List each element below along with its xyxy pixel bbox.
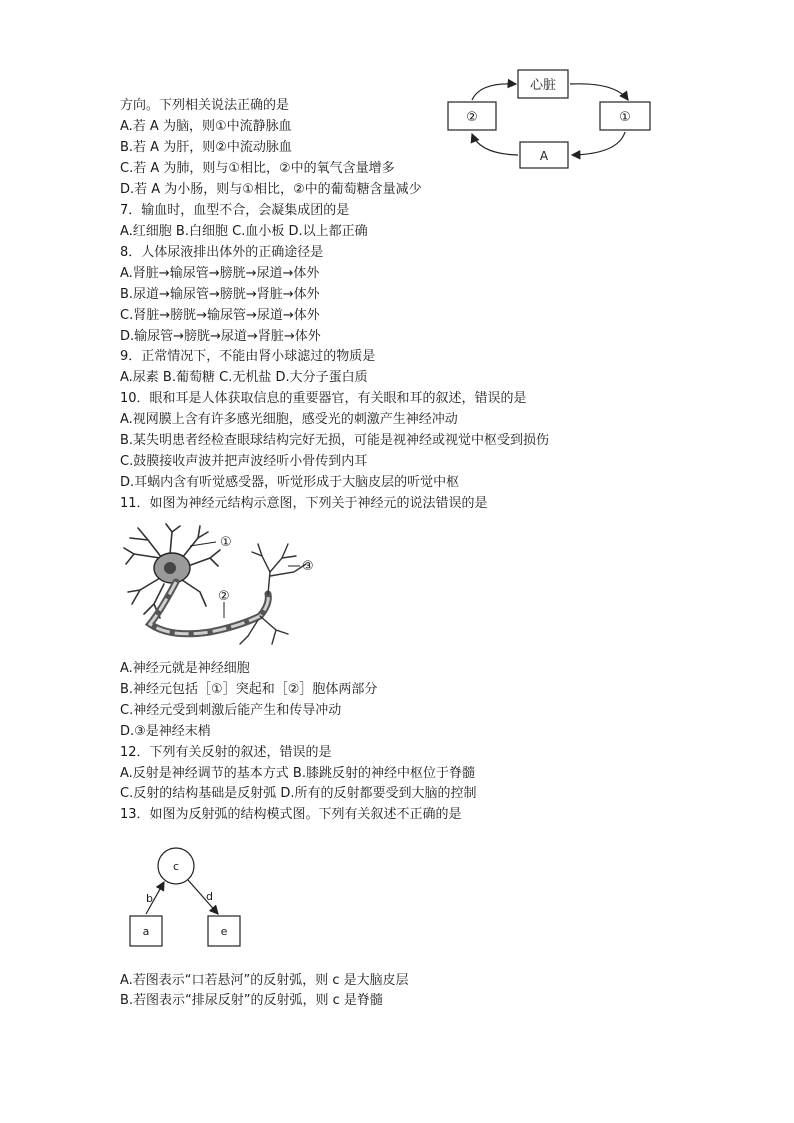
text-line: A.视网膜上含有许多感光细胞，感受光的刺激产生神经冲动 <box>120 412 458 427</box>
axon <box>150 582 268 634</box>
node-2-label: ② <box>466 110 478 125</box>
text-line: D.③是神经末梢 <box>120 724 211 739</box>
node-e-label: e <box>220 925 228 938</box>
question-13: 13．如图为反射弧的结构模式图。下列有关叙述不正确的是 <box>120 807 462 822</box>
text-line: B.某失明患者经检查眼球结构完好无损，可能是视神经或视觉中枢受到损伤 <box>120 433 550 448</box>
node-a-label: a <box>142 925 150 938</box>
edge-label-d: d <box>206 890 213 903</box>
text-line: D.耳蜗内含有听觉感受器，听觉形成于大脑皮层的听觉中枢 <box>120 475 460 490</box>
arrow-heart-to-1 <box>570 84 628 100</box>
neuron-diagram <box>120 522 330 652</box>
arrow-a-to-2 <box>472 134 518 155</box>
text-line: A.尿素 B.葡萄糖 C.无机盐 D.大分子蛋白质 <box>120 370 368 385</box>
question-11: 11．如图为神经元结构示意图，下列关于神经元的说法错误的是 <box>120 496 488 511</box>
text-line: C.鼓膜接收声波并把声波经听小骨传到内耳 <box>120 454 368 469</box>
arrow-2-to-heart <box>472 84 516 100</box>
text-line: B.神经元包括［①］突起和［②］胞体两部分 <box>120 682 378 697</box>
text-line: A.若 A 为脑，则①中流静脉血 <box>120 119 292 134</box>
text-line: B.若图表示“排尿反射”的反射弧，则 c 是脊髓 <box>120 993 383 1008</box>
heart-label: 心脏 <box>529 78 557 93</box>
question-7: 7．输血时，血型不合，会凝集成团的是 <box>120 203 350 218</box>
node-1-label: ① <box>619 110 631 125</box>
myelin-sheath <box>150 582 268 634</box>
circulation-diagram <box>440 64 660 170</box>
node-a-label: A <box>539 149 549 163</box>
nucleus <box>164 562 176 574</box>
arrow-d <box>188 880 218 914</box>
text-line: B.尿道→输尿管→膀胱→肾脏→体外 <box>120 287 320 302</box>
text-line: D.输尿管→膀胱→尿道→肾脏→体外 <box>120 329 321 344</box>
node-c-label: c <box>172 860 180 873</box>
text-line: C.若 A 为肺，则与①相比，②中的氧气含量增多 <box>120 161 395 176</box>
neuron-label-3: ③ <box>302 559 314 574</box>
text-line: A.神经元就是神经细胞 <box>120 661 250 676</box>
question-12: 12．下列有关反射的叙述，错误的是 <box>120 745 332 760</box>
question-10: 10．眼和耳是人体获取信息的重要器官，有关眼和耳的叙述，错误的是 <box>120 391 527 406</box>
question-9: 9．正常情况下，不能由肾小球滤过的物质是 <box>120 349 376 364</box>
edge-label-b: b <box>146 892 153 905</box>
text-line: D.若 A 为小肠，则与①相比，②中的葡萄糖含量减少 <box>120 182 422 197</box>
neuron-label-1: ① <box>220 535 232 550</box>
text-line: C.神经元受到刺激后能产生和传导冲动 <box>120 703 342 718</box>
arrow-1-to-a <box>572 132 625 155</box>
text-line: A.反射是神经调节的基本方式 B.膝跳反射的神经中枢位于脊髓 <box>120 766 475 781</box>
question-8: 8．人体尿液排出体外的正确途径是 <box>120 245 324 260</box>
text-line: 方向。下列相关说法正确的是 <box>120 98 290 113</box>
text-line: A.若图表示“口若悬河”的反射弧，则 c 是大脑皮层 <box>120 973 409 988</box>
text-line: A.红细胞 B.白细胞 C.血小板 D.以上都正确 <box>120 224 368 239</box>
neuron-label-2: ② <box>218 589 230 604</box>
text-line: B.若 A 为肝，则②中流动脉血 <box>120 140 292 155</box>
text-line: A.肾脏→输尿管→膀胱→尿道→体外 <box>120 266 320 281</box>
nerve-endings <box>240 544 306 644</box>
text-line: C.反射的结构基础是反射弧 D.所有的反射都要受到大脑的控制 <box>120 786 477 801</box>
reflex-arc-diagram <box>120 840 260 952</box>
text-line: C.肾脏→膀胱→输尿管→尿道→体外 <box>120 308 320 323</box>
